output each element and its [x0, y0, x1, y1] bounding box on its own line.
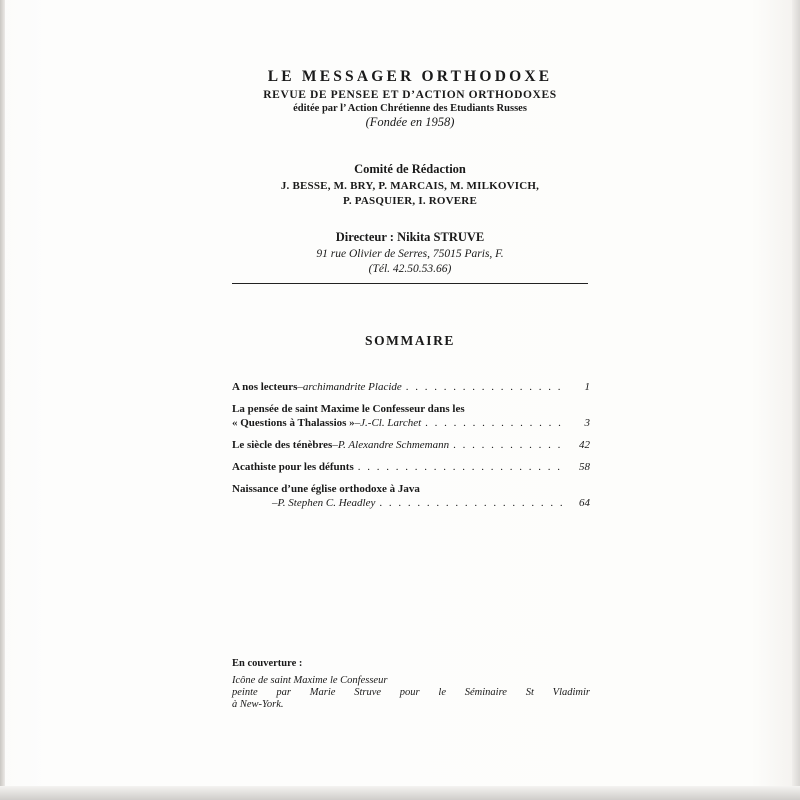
committee-members-line-1: J. BESSE, M. BRY, P. MARCAIS, M. MILKOVICH,: [280, 180, 540, 192]
toc-entry-title: La pensée de saint Maxime le Confesseur dans les: [232, 403, 465, 415]
publisher-line: éditée par l’ Action Chrétienne des Etudiants Russes: [293, 103, 527, 114]
page-edge-bottom: [0, 786, 800, 800]
toc-page-number: 42: [579, 439, 590, 451]
founded-line: (Fondée en 1958): [365, 115, 455, 129]
toc-page-number: 58: [579, 461, 590, 473]
toc-entry-author: P. Stephen C. Headley: [277, 497, 376, 509]
director-block: [220, 230, 600, 275]
toc-page-number: 64: [579, 497, 590, 509]
toc-entry-author: archimandrite Placide: [302, 381, 402, 393]
toc-line: [232, 438, 590, 452]
toc-entry: [232, 380, 590, 394]
director-phone: (Tél. 42.50.53.66): [368, 263, 452, 275]
toc-leader-dots: [379, 496, 566, 510]
masthead: [200, 68, 620, 130]
toc-entry: [232, 482, 590, 510]
summary-title: SOMMAIRE: [364, 333, 456, 348]
toc-entry-title: Le siècle des ténèbres: [232, 439, 333, 451]
journal-subtitle: REVUE DE PENSEE ET D’ACTION ORTHODOXES: [263, 89, 557, 101]
toc-entry-author: J.-Cl. Larchet: [360, 417, 422, 429]
toc-dash: –: [354, 417, 361, 429]
toc-page-number: 3: [584, 417, 590, 429]
toc-dash: –: [332, 439, 338, 451]
toc-entry: [232, 402, 590, 430]
toc-dash: –: [297, 381, 303, 393]
toc-leader-dots: [358, 460, 566, 474]
toc-line: [232, 402, 590, 416]
toc-line: [232, 496, 590, 510]
toc-entry-title-continued: « Questions à Thalassios »: [232, 417, 355, 429]
toc-page-number: 1: [584, 381, 590, 393]
toc-leader-dots: [406, 380, 566, 394]
toc-dash: –: [272, 497, 278, 509]
table-of-contents: [232, 380, 590, 518]
cover-caption-line-2: peinte par Marie Struve pour le Séminaire St Vladimir: [232, 687, 590, 698]
toc-line: [232, 460, 590, 474]
page-edge-right: [792, 0, 800, 800]
toc-entry-title: Acathiste pour les défunts: [232, 461, 354, 473]
toc-leader-dots: [453, 438, 566, 452]
committee-members-line-2: P. PASQUIER, I. ROVERE: [343, 195, 477, 207]
divider-rule: [232, 283, 588, 284]
cover-heading: En couverture :: [232, 658, 303, 669]
toc-entry: [232, 460, 590, 474]
journal-title: LE MESSAGER ORTHODOXE: [267, 68, 553, 85]
toc-entry-title: Naissance d’une église orthodoxe à Java: [232, 483, 420, 495]
cover-caption-line-1: Icône de saint Maxime le Confesseur: [232, 675, 388, 686]
committee-heading: Comité de Rédaction: [354, 162, 466, 176]
page-edge-left: [0, 0, 5, 800]
director-heading: Directeur : Nikita STRUVE: [335, 230, 485, 244]
toc-line: [232, 482, 590, 496]
toc-line: [232, 380, 590, 394]
director-address: 91 rue Olivier de Serres, 75015 Paris, F.: [316, 248, 504, 260]
toc-entry: [232, 438, 590, 452]
toc-line: [232, 416, 590, 430]
cover-caption-line-3: à New-York.: [232, 699, 284, 710]
toc-leader-dots: [425, 416, 566, 430]
cover-note: [232, 658, 590, 711]
toc-entry-title: A nos lecteurs: [232, 381, 298, 393]
editorial-committee: [220, 162, 600, 207]
toc-entry-author: P. Alexandre Schmemann: [337, 439, 450, 451]
